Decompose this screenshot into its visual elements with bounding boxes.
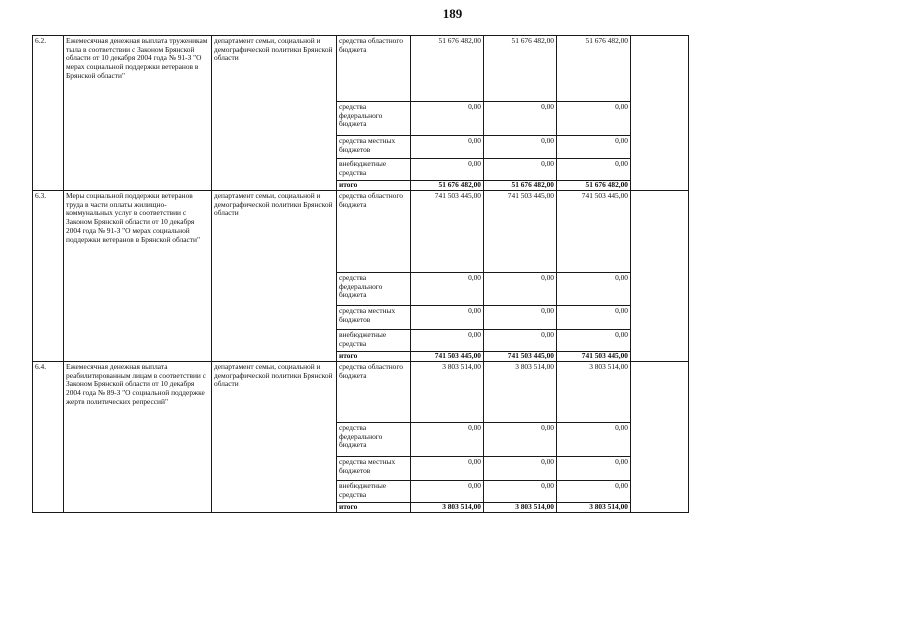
value-year-2: 0,00 [484,306,557,330]
value-year-2: 51 676 482,00 [484,36,557,102]
value-year-2: 0,00 [484,423,557,457]
funding-source: внебюджетные средства [337,159,411,181]
value-year-3: 51 676 482,00 [557,36,631,102]
value-year-1: 51 676 482,00 [411,36,484,102]
page-number: 189 [442,6,463,21]
value-year-1: 0,00 [411,423,484,457]
value-year-2: 3 803 514,00 [484,362,557,423]
budget-table [32,35,689,513]
total-year-2: 51 676 482,00 [484,181,557,191]
total-label: итого [337,503,411,513]
funding-source: средства областного бюджета [337,362,411,423]
value-year-2: 0,00 [484,457,557,481]
value-year-2: 0,00 [484,136,557,159]
value-year-2: 0,00 [484,159,557,181]
section-department: департамент семьи, социальной и демографической политики Брянской области [212,191,337,362]
empty-cell [631,36,689,191]
section-number: 6.2. [33,36,64,191]
table-row [33,362,689,423]
value-year-3: 0,00 [557,159,631,181]
total-year-1: 51 676 482,00 [411,181,484,191]
section-name: Ежемесячная денежная выплата реабилитированным лицам в соответствии с Законом Брянской области от 10 декабря 2004 года № 89-З "О социальной поддержке жертв политических репрессий" [64,362,212,513]
total-year-3: 3 803 514,00 [557,503,631,513]
funding-source: средства местных бюджетов [337,136,411,159]
total-year-3: 741 503 445,00 [557,352,631,362]
value-year-2: 0,00 [484,273,557,306]
value-year-3: 0,00 [557,273,631,306]
value-year-3: 0,00 [557,423,631,457]
value-year-1: 741 503 445,00 [411,191,484,273]
section-name: Меры социальной поддержки ветеранов труда в части оплаты жилищно-коммунальных услуг в соответствии с Законом Брянской области от 10 декабря 2004 года № 91-З "О мерах социальной поддержки ветеранов в Брянской области" [64,191,212,362]
value-year-1: 0,00 [411,481,484,503]
section-name: Ежемесячная денежная выплата труженикам тыла в соответствии с Законом Брянской области от 10 декабря 2004 года № 91-З "О мерах социальной поддержки ветеранов в Брянской области" [64,36,212,191]
total-year-1: 741 503 445,00 [411,352,484,362]
total-year-1: 3 803 514,00 [411,503,484,513]
total-year-2: 741 503 445,00 [484,352,557,362]
funding-source: средства областного бюджета [337,36,411,102]
value-year-1: 0,00 [411,306,484,330]
section-department: департамент семьи, социальной и демографической политики Брянской области [212,36,337,191]
value-year-2: 0,00 [484,102,557,136]
funding-source: средства федерального бюджета [337,102,411,136]
section-number: 6.4. [33,362,64,513]
value-year-1: 0,00 [411,136,484,159]
total-label: итого [337,181,411,191]
empty-cell [631,191,689,362]
value-year-3: 0,00 [557,306,631,330]
value-year-3: 0,00 [557,481,631,503]
value-year-3: 741 503 445,00 [557,191,631,273]
funding-source: средства областного бюджета [337,191,411,273]
funding-source: средства местных бюджетов [337,457,411,481]
value-year-2: 0,00 [484,481,557,503]
section-department: департамент семьи, социальной и демографической политики Брянской области [212,362,337,513]
value-year-1: 3 803 514,00 [411,362,484,423]
value-year-2: 741 503 445,00 [484,191,557,273]
table-row [33,191,689,273]
value-year-1: 0,00 [411,457,484,481]
empty-cell [631,362,689,513]
value-year-3: 0,00 [557,136,631,159]
value-year-3: 0,00 [557,330,631,352]
value-year-1: 0,00 [411,102,484,136]
funding-source: внебюджетные средства [337,330,411,352]
total-year-2: 3 803 514,00 [484,503,557,513]
value-year-1: 0,00 [411,330,484,352]
value-year-2: 0,00 [484,330,557,352]
value-year-3: 0,00 [557,102,631,136]
value-year-3: 3 803 514,00 [557,362,631,423]
value-year-1: 0,00 [411,273,484,306]
table-row [33,36,689,102]
value-year-3: 0,00 [557,457,631,481]
funding-source: средства федерального бюджета [337,273,411,306]
funding-source: средства местных бюджетов [337,306,411,330]
funding-source: внебюджетные средства [337,481,411,503]
section-number: 6.3. [33,191,64,362]
value-year-1: 0,00 [411,159,484,181]
total-year-3: 51 676 482,00 [557,181,631,191]
funding-source: средства федерального бюджета [337,423,411,457]
total-label: итого [337,352,411,362]
